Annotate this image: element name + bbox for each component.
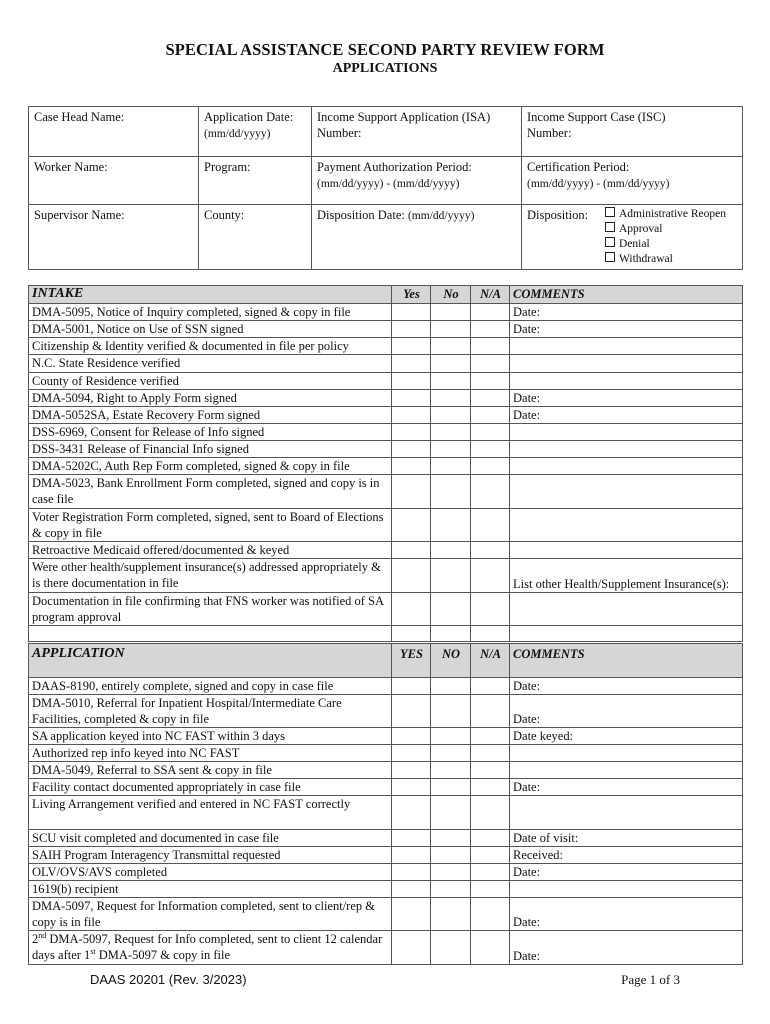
answer-cell-na[interactable] [471,321,510,338]
answer-cell-yes[interactable] [392,441,431,458]
isc-label: Income Support Case (ISC) [527,110,666,124]
answer-cell-yes[interactable] [392,762,431,779]
answer-cell-na[interactable] [471,830,510,847]
application-date-field[interactable] [199,107,312,157]
checklist-item-text: nd [38,930,47,940]
checklist-item: DAAS-8190, entirely complete, signed and copy in case file [29,678,392,695]
answer-cell-no[interactable] [431,678,471,695]
table-row [29,321,743,338]
checklist-item: Authorized rep info keyed into NC FAST [29,745,392,762]
answer-cell-no[interactable] [431,407,471,424]
answer-cell-na[interactable] [471,745,510,762]
answer-cell-yes[interactable] [392,593,431,626]
answer-cell-no[interactable] [431,881,471,898]
answer-cell-yes[interactable] [392,542,431,559]
checklist-item-text: st [90,946,96,956]
answer-cell-no[interactable] [431,509,471,542]
intake-rows [29,304,743,642]
table-row [29,373,743,390]
comment-cell[interactable] [510,762,743,779]
table-row [29,779,743,796]
payment-authorization-field[interactable] [312,157,522,205]
table-row [29,441,743,458]
application-col-comments: COMMENTS [510,644,743,678]
checklist-item: DMA-5023, Bank Enrollment Form completed, signed and copy is in case file [29,475,392,509]
payment-authorization-format: (mm/dd/yyyy) - (mm/dd/yyyy) [317,178,460,190]
answer-cell-na[interactable] [471,678,510,695]
answer-cell-yes[interactable] [392,847,431,864]
checklist-item: Documentation in file confirming that FNS worker was notified of SA program approval [29,593,392,626]
comment-cell[interactable]: Date of visit: [510,830,743,847]
answer-cell-na[interactable] [471,407,510,424]
answer-cell-no[interactable] [431,745,471,762]
supervisor-label: Supervisor Name: [34,208,125,222]
intake-col-yes: Yes [392,286,431,304]
comment-cell[interactable]: Date: [510,864,743,881]
checklist-item: DMA-5097, Request for Information completed, sent to client/rep & copy is in file [29,898,392,931]
disposition-date-format: (mm/dd/yyyy) [407,210,475,222]
answer-cell-no[interactable] [431,796,471,830]
checklist-item: Facility contact documented appropriately in case file [29,779,392,796]
certification-period-label: Certification Period: [527,160,630,174]
checklist-item: 1619(b) recipient [29,881,392,898]
table-row [29,475,743,509]
checklist-item: SA application keyed into NC FAST within 3 days [29,728,392,745]
answer-cell-yes[interactable] [392,509,431,542]
isc-label-2: Number: [527,126,572,140]
certification-period-field[interactable] [522,157,743,205]
answer-cell-no[interactable] [431,931,471,965]
form-subtitle: APPLICATIONS [332,61,438,76]
table-row [29,304,743,321]
table-row [29,542,743,559]
table-row [29,458,743,475]
checklist-item: DMA-5094, Right to Apply Form signed [29,390,392,407]
checklist-item: Retroactive Medicaid offered/documented & keyed [29,542,392,559]
checklist-item: Voter Registration Form completed, signed, sent to Board of Elections & copy in file [29,509,392,542]
checklist-item: DSS-6969, Consent for Release of Info signed [29,424,392,441]
answer-cell-na[interactable] [471,424,510,441]
comment-cell[interactable]: Date: [510,931,743,965]
answer-cell-na[interactable] [471,864,510,881]
case-head-label: Case Head Name: [34,110,125,124]
checklist-item: County of Residence verified [29,373,392,390]
comment-cell[interactable]: Date: [510,407,743,424]
checkbox-icon[interactable] [605,222,615,232]
disposition-date-field[interactable] [312,205,522,270]
application-rows [29,678,743,965]
disposition-field [522,205,743,270]
answer-cell-no[interactable] [431,762,471,779]
answer-cell-no[interactable] [431,458,471,475]
application-col-yes: YES [392,644,431,678]
answer-cell-na[interactable] [471,762,510,779]
answer-cell-no[interactable] [431,728,471,745]
answer-cell-na[interactable] [471,898,510,931]
answer-cell-yes[interactable] [392,728,431,745]
answer-cell-na[interactable] [471,304,510,321]
disposition-option-withdrawal[interactable] [605,252,737,267]
disposition-label: Disposition: [527,208,589,222]
answer-cell-no[interactable] [431,559,471,593]
answer-cell-no[interactable] [431,626,471,642]
answer-cell-yes[interactable] [392,559,431,593]
checklist-item [29,626,392,642]
answer-cell-na[interactable] [471,881,510,898]
answer-cell-yes[interactable] [392,881,431,898]
answer-cell-na[interactable] [471,626,510,642]
intake-col-comments: COMMENTS [510,286,743,304]
answer-cell-na[interactable] [471,847,510,864]
answer-cell-no[interactable] [431,441,471,458]
table-row [29,864,743,881]
table-row [29,881,743,898]
table-row [29,796,743,830]
checklist-item-text: 2 [32,932,39,946]
answer-cell-yes[interactable] [392,390,431,407]
answer-cell-no[interactable] [431,321,471,338]
answer-cell-na[interactable] [471,779,510,796]
answer-cell-na[interactable] [471,542,510,559]
answer-cell-na[interactable] [471,355,510,373]
answer-cell-yes[interactable] [392,695,431,728]
checklist-item: N.C. State Residence verified [29,355,392,373]
application-section-title: APPLICATION [29,644,392,678]
answer-cell-na[interactable] [471,441,510,458]
comment-cell[interactable] [510,796,743,830]
isc-number-field[interactable] [522,107,743,157]
answer-cell-yes[interactable] [392,475,431,509]
checklist-item: DMA-5202C, Auth Rep Form completed, signed & copy in file [29,458,392,475]
answer-cell-no[interactable] [431,593,471,626]
table-row [29,695,743,728]
answer-cell-no[interactable] [431,847,471,864]
comment-cell[interactable] [510,355,743,373]
answer-cell-yes[interactable] [392,338,431,355]
application-date-label: Application Date: [204,110,294,124]
disposition-date-label: Disposition Date: [317,208,405,222]
worker-name-field[interactable] [29,157,199,205]
checklist-item: DMA-5095, Notice of Inquiry completed, signed & copy in file [29,304,392,321]
checklist-item: Were other health/supplement insurance(s) addressed appropriately & is there documentation in file [29,559,392,593]
answer-cell-yes[interactable] [392,407,431,424]
answer-cell-no[interactable] [431,475,471,509]
disposition-option-reopen[interactable] [605,207,737,222]
checklist-item-text: DMA-5097, Request for Info completed, sent to client 12 calendar days after 1 [32,932,383,962]
payment-authorization-label: Payment Authorization Period: [317,160,472,174]
supervisor-name-field[interactable] [29,205,199,270]
county-label: County: [204,208,245,222]
answer-cell-yes[interactable] [392,931,431,965]
isa-number-field[interactable] [312,107,522,157]
answer-cell-no[interactable] [431,355,471,373]
comment-cell[interactable]: Date: [510,321,743,338]
disposition-option-label: Administrative Reopen [619,208,726,220]
case-head-name-field[interactable] [29,107,199,157]
answer-cell-no[interactable] [431,898,471,931]
answer-cell-na[interactable] [471,931,510,965]
answer-cell-no[interactable] [431,304,471,321]
disposition-option-approval[interactable] [605,222,737,237]
answer-cell-na[interactable] [471,390,510,407]
program-label: Program: [204,160,251,174]
checklist-item: DMA-5049, Referral to SSA sent & copy in file [29,762,392,779]
comment-cell[interactable] [510,424,743,441]
answer-cell-yes[interactable] [392,321,431,338]
answer-cell-yes[interactable] [392,898,431,931]
isa-label-2: Number: [317,126,362,140]
answer-cell-yes[interactable] [392,864,431,881]
worker-label: Worker Name: [34,160,108,174]
answer-cell-yes[interactable] [392,830,431,847]
table-row [29,424,743,441]
answer-cell-yes[interactable] [392,424,431,441]
answer-cell-yes[interactable] [392,779,431,796]
certification-period-format: (mm/dd/yyyy) - (mm/dd/yyyy) [527,178,670,190]
table-row [29,931,743,965]
table-row [29,830,743,847]
answer-cell-no[interactable] [431,390,471,407]
comment-cell[interactable] [510,441,743,458]
form-title: SPECIAL ASSISTANCE SECOND PARTY REVIEW FORM [165,40,605,59]
checklist-item: DMA-5052SA, Estate Recovery Form signed [29,407,392,424]
comment-cell[interactable] [510,881,743,898]
checklist-item: Citizenship & Identity verified & documented in file per policy [29,338,392,355]
answer-cell-na[interactable] [471,373,510,390]
answer-cell-na[interactable] [471,559,510,593]
checkbox-icon[interactable] [605,237,615,247]
table-row [29,728,743,745]
comment-cell[interactable] [510,509,743,542]
answer-cell-no[interactable] [431,779,471,796]
answer-cell-na[interactable] [471,475,510,509]
checklist-item [29,931,392,965]
program-field[interactable] [199,157,312,205]
table-row [29,509,743,542]
answer-cell-yes[interactable] [392,458,431,475]
table-row [29,847,743,864]
comment-cell[interactable]: Date: [510,898,743,931]
checklist-item: OLV/OVS/AVS completed [29,864,392,881]
answer-cell-na[interactable] [471,728,510,745]
comment-cell[interactable]: Date keyed: [510,728,743,745]
table-row [29,898,743,931]
intake-checklist [28,285,743,642]
application-date-format: (mm/dd/yyyy) [204,128,271,140]
comment-cell[interactable] [510,745,743,762]
answer-cell-no[interactable] [431,373,471,390]
table-row [29,762,743,779]
comment-cell[interactable] [510,475,743,509]
checklist-item-text: DMA-5097 & copy in file [95,948,231,962]
answer-cell-yes[interactable] [392,373,431,390]
case-info-table [28,106,743,270]
intake-col-no: No [431,286,471,304]
answer-cell-no[interactable] [431,864,471,881]
comment-cell[interactable] [510,593,743,626]
comment-cell[interactable]: Received: [510,847,743,864]
checklist-item: DMA-5001, Notice on Use of SSN signed [29,321,392,338]
disposition-option-label: Denial [619,238,650,250]
disposition-option-denial[interactable] [605,237,737,252]
answer-cell-yes[interactable] [392,796,431,830]
table-row [29,626,743,642]
table-row [29,355,743,373]
answer-cell-na[interactable] [471,695,510,728]
answer-cell-yes[interactable] [392,745,431,762]
table-row [29,678,743,695]
checkbox-icon[interactable] [605,252,615,262]
answer-cell-no[interactable] [431,695,471,728]
comment-cell[interactable] [510,458,743,475]
application-col-no: NO [431,644,471,678]
form-number: DAAS 20201 (Rev. 3/2023) [90,972,247,987]
answer-cell-na[interactable] [471,509,510,542]
checklist-item: DSS-3431 Release of Financial Info signed [29,441,392,458]
table-row [29,338,743,355]
answer-cell-no[interactable] [431,542,471,559]
answer-cell-na[interactable] [471,458,510,475]
comment-cell[interactable] [510,338,743,355]
application-checklist [28,643,743,965]
checklist-item: Living Arrangement verified and entered in NC FAST correctly [29,796,392,830]
comment-cell[interactable] [510,373,743,390]
disposition-option-label: Withdrawal [619,253,673,265]
comment-cell[interactable] [510,542,743,559]
answer-cell-yes[interactable] [392,626,431,642]
table-row [29,390,743,407]
comment-cell[interactable]: Date: [510,695,743,728]
isa-label: Income Support Application (ISA) [317,110,491,124]
checklist-item: DMA-5010, Referral for Inpatient Hospital/Intermediate Care Facilities, completed & copy in file [29,695,392,728]
comment-cell[interactable]: List other Health/Supplement Insurance(s): [510,559,743,593]
intake-col-na: N/A [471,286,510,304]
answer-cell-no[interactable] [431,830,471,847]
table-row [29,559,743,593]
checkbox-icon[interactable] [605,207,615,217]
answer-cell-na[interactable] [471,338,510,355]
intake-section-title: INTAKE [29,286,392,304]
answer-cell-na[interactable] [471,796,510,830]
answer-cell-no[interactable] [431,338,471,355]
comment-cell[interactable]: Date: [510,390,743,407]
answer-cell-yes[interactable] [392,304,431,321]
checklist-item: SAIH Program Interagency Transmittal requested [29,847,392,864]
table-row [29,745,743,762]
county-field[interactable] [199,205,312,270]
application-col-na: N/A [471,644,510,678]
table-row [29,407,743,424]
table-row [29,593,743,626]
comment-cell[interactable]: Date: [510,779,743,796]
answer-cell-yes[interactable] [392,355,431,373]
comment-cell[interactable]: Date: [510,304,743,321]
page-number: Page 1 of 3 [621,972,680,987]
answer-cell-na[interactable] [471,593,510,626]
comment-cell[interactable]: Date: [510,678,743,695]
checklist-item: SCU visit completed and documented in case file [29,830,392,847]
answer-cell-no[interactable] [431,424,471,441]
comment-cell[interactable] [510,626,743,642]
answer-cell-yes[interactable] [392,678,431,695]
disposition-option-label: Approval [619,223,663,235]
